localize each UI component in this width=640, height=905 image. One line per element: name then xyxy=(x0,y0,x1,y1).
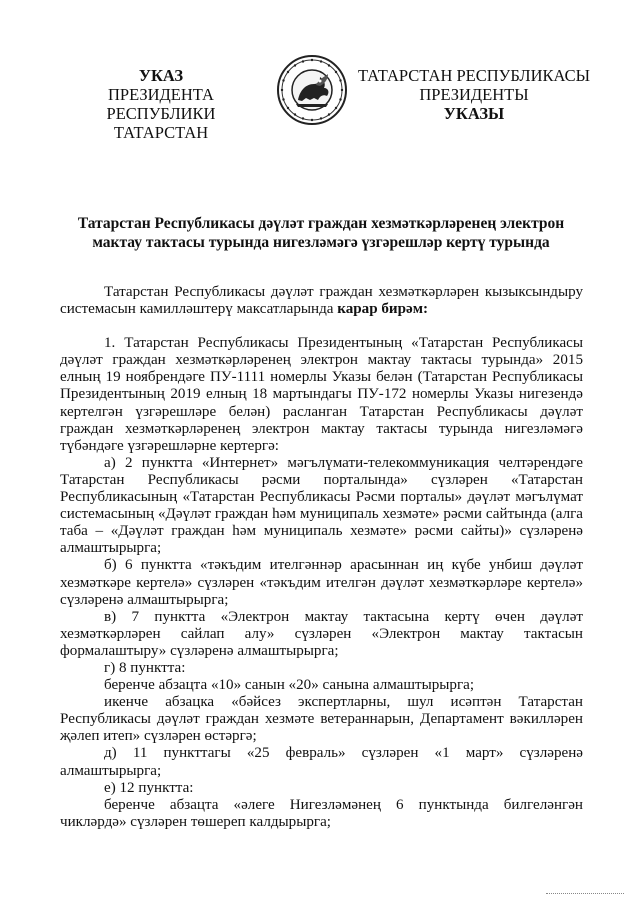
header-left-line2: ПРЕЗИДЕНТА xyxy=(108,85,214,104)
body-paragraph-3: б) 6 пунктта «тәкъдим ителгәннәр арасыннан иң күбе унбиш дәүләт хезмәткәре кертелә» сүзләрен «тәкъдим ителгән дәүләт хезмәткәрләре кертелә» сүзләренә алмаштырырга; xyxy=(60,557,583,608)
page-corner-mark xyxy=(546,893,624,894)
body-paragraph-4: в) 7 пунктта «Электрон мактау тактасына кертү өчен дәүләт хезмәткәрләрен сайлап алу» сүзләрен «Электрон мактау тактасын формалаштыру» сүзләренә алмаштырырга; xyxy=(60,608,583,659)
intro-paragraph xyxy=(60,284,583,318)
title-line1: Татарстан Республикасы дәүләт граждан хезмәткәрләренең электрон xyxy=(77,215,565,232)
document-body xyxy=(60,284,583,831)
body-paragraph-5: г) 8 пунктта: xyxy=(104,659,186,676)
body-paragraph-9: е) 12 пунктта: xyxy=(104,779,194,796)
header-left-line1: УКАЗ xyxy=(138,66,184,85)
intro-bold: карар бирәм: xyxy=(337,301,429,318)
title-line2: мактау тактасы турында нигезләмәгә үзгәрешләр кертү турында xyxy=(92,234,550,251)
body-paragraph-10: беренче абзацта «әлеге Нигезләмәнең 6 пунктында билгеләнгән чикләрдә» сүзләрен төшереп калдырырга; xyxy=(60,796,583,830)
document-title xyxy=(60,214,582,252)
body-paragraph-6: беренче абзацта «10» санын «20» санына алмаштырырга; xyxy=(104,677,475,694)
header-left-line3: РЕСПУБЛИКИ ТАТАРСТАН xyxy=(106,104,216,142)
body-paragraph-8: д) 11 пункттагы «25 февраль» сүзләрен «1 март» сүзләренә алмаштырырга; xyxy=(60,745,583,779)
intro-text: Татарстан Республикасы дәүләт граждан хезмәткәрләрен кызыксындыру системасын камилләштерү максатларында xyxy=(60,284,583,318)
header-right-line2: ПРЕЗИДЕНТЫ xyxy=(419,85,529,104)
header-right-line1: ТАТАРСТАН РЕСПУБЛИКАСЫ xyxy=(358,66,591,85)
header-right xyxy=(358,66,590,123)
header-right-line3: УКАЗЫ xyxy=(443,104,505,123)
body-paragraph-2: а) 2 пунктта «Интернет» мәгълүмати-телекоммуникация челтәрендәге Татарстан Республикасы рәсми порталында» сүзләрен «Татарстан Республикасының «Татарстан Республикасы Рәсми порталы» дәүләт мәгълүмат системасының «Дәүләт граждан һәм муниципаль хезмәте» рәсми сайтында (алга таба – «Дәүләт граждан һәм муниципаль хезмәте» рәсми сайты)» сүзләренә алмаштырырга; xyxy=(60,454,583,557)
tatarstan-coat-of-arms-icon xyxy=(276,54,348,126)
body-paragraph-7: икенче абзацка «бәйсез экспертларны, шул исәптән Татарстан Республикасы дәүләт граждан хезмәте ветераннарын, Департамент вәкилләрен җәлеп итеп» сүзләрен өстәргә; xyxy=(60,694,583,745)
body-paragraph-1: 1. Татарстан Республикасы Президентының «Татарстан Республикасы дәүләт граждан хезмәткәрләренең электрон мактау тактасы турында» 2015 елның 19 ноябрендәге ПУ-1111 номерлы Указы белән (Татарстан Республикасы Президентының 2019 елның 18 мартындагы ПУ-172 номерлы Указы нигезендә кертелгән үзгәрешләре белән) расланган Татарстан Республикасы дәүләт граждан хезмәткәрләренең электрон мактау тактасы турында нигезләмәгә түбәндәге үзгәрешләрне кертергә: xyxy=(60,335,583,454)
header-left xyxy=(58,66,264,142)
